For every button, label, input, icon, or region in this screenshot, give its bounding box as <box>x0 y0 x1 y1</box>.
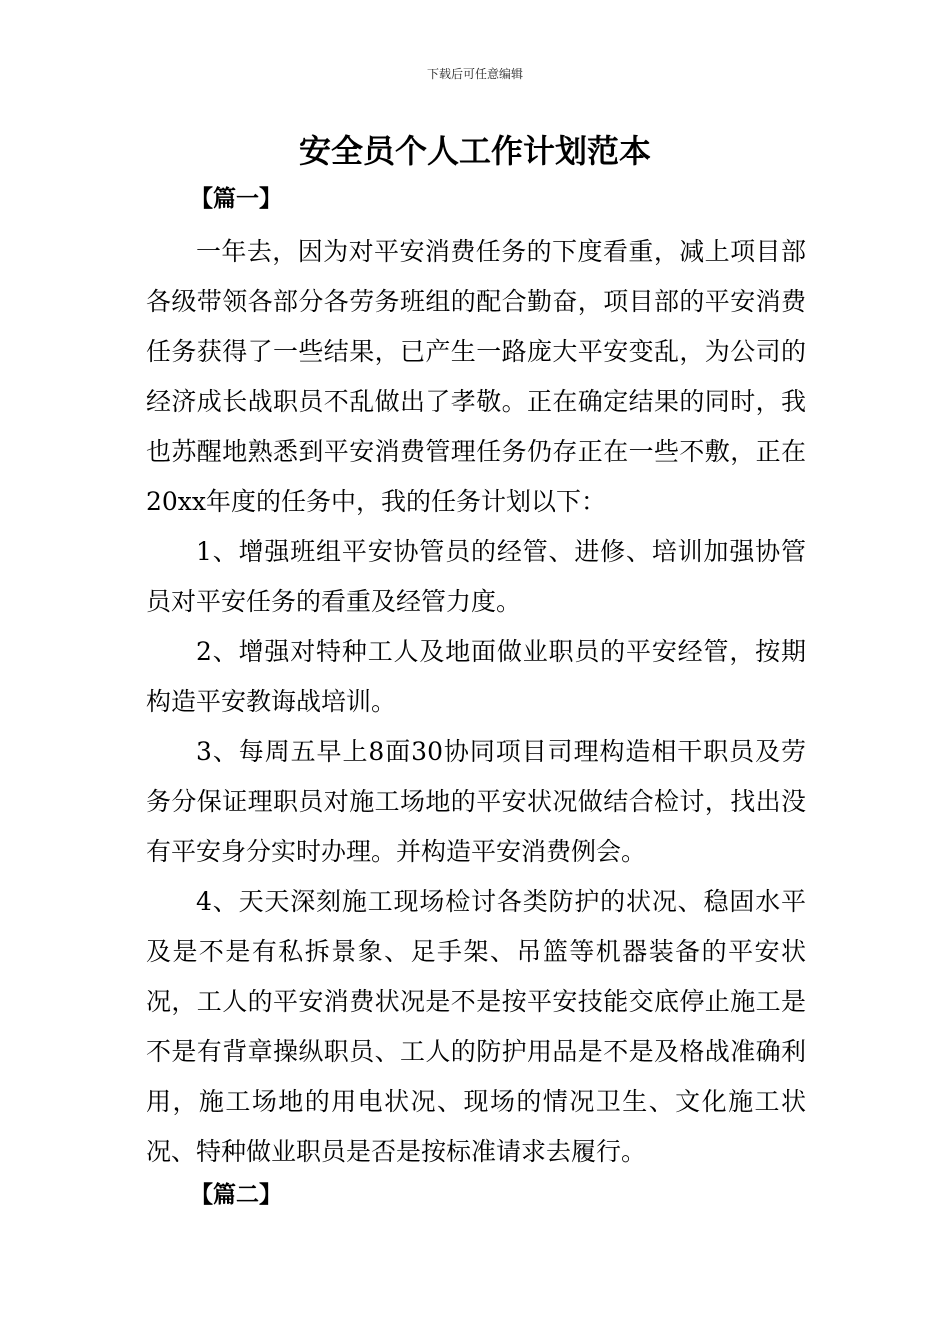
section-heading-2: 【篇二】 <box>190 1181 282 1208</box>
paragraph-item-3: 3、每周五早上8面30协同项目司理构造相干职员及劳务分保证理职员对施工场地的平安状况做结合检讨，找出没有平安身分实时办理。并构造平安消费例会。 <box>146 737 806 866</box>
paragraph-item-4: 4、天天深刻施工现场检讨各类防护的状况、稳固水平及是不是有私拆景象、足手架、吊篮等机器装备的平安状况，工人的平安消费状况是不是按平安技能交底停止施工是不是有背章操纵职员、工人的防护用品是不是及格战准确利用，施工场地的用电状况、现场的情况卫生、文化施工状况、特种做业职员是否是按标准请求去履行。 <box>146 887 806 1166</box>
paragraph-item-1: 1、增强班组平安协管员的经管、进修、培训加强协管员对平安任务的看重及经管力度。 <box>146 537 806 616</box>
header-note: 下载后可任意编辑 <box>426 67 523 81</box>
paragraph-intro: 一年去，因为对平安消费任务的下度看重，减上项目部各级带领各部分各劳务班组的配合勤奋，项目部的平安消费任务获得了一些结果，已产生一路庞大平安变乱，为公司的经济成长战职员不乱做出了孝敬。正在确定结果的同时，我也苏醒地熟悉到平安消费管理任务仍存正在一些不敷，正在20xx年度的任务中，我的任务计划以下： <box>146 237 806 516</box>
paragraph-item-2: 2、增强对特种工人及地面做业职员的平安经管，按期构造平安教诲战培训。 <box>146 637 806 716</box>
section-heading-1: 【篇一】 <box>190 185 282 212</box>
document-body <box>146 227 806 1177</box>
document-title: 安全员个人工作计划范本 <box>298 132 651 170</box>
